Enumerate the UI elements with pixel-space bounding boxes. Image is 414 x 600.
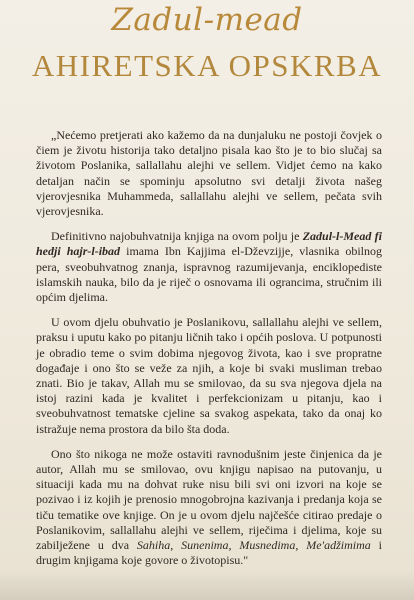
paragraph-2-end: imama Ibn Kajjima el-Dževzijje, vlasnika obilnog pera, sveobuhvatnog znanja, ispravnog razumijevanja, enciklopediste islamskih nauka, bilo da je riječ o osnovama ili ograncima, stručnim ili općim djelima.	[36, 244, 382, 305]
blurb-text	[36, 128, 382, 568]
main-title: AHIRETSKA OPSKRBA	[31, 48, 383, 83]
script-title: Zadul-mead	[111, 2, 303, 38]
paragraph-2	[36, 229, 382, 305]
paragraph-4-end: i drugim knjigama koje govore o životopisu."	[36, 538, 382, 568]
paragraph-2-start: Definitivno najobuhvatnija knjiga na ovom polju je	[51, 229, 303, 244]
bottom-shadow	[0, 570, 414, 600]
paragraph-4	[36, 447, 382, 569]
paragraph-1: „Nećemo pretjerati ako kažemo da na dunjaluku ne postoji čovjek o čiem je životu historija tako detaljno pisala kao što je to bio slučaj sa životom Poslanika, sallallahu alejhi ve sellem. Vidjet ćemo na kako detaljan način se spominju apsolutno svi detalji života našeg vjerovjesnika Muhammeda, sallallahu alejhi ve sellem, pečata svih vjerovjesnika.	[36, 128, 382, 219]
paragraph-4-start: Ono što nikoga ne može ostaviti ravnodušnim jeste činjenica da je autor, Allah mu se smilovao, ovu knjigu napisao na putovanju, u situaciji kada mu na dohvat ruke nisu bili svi oni izvori na koje se pozivao i iz kojih je prenosio mnogobrojna kazivanja i predanja koja se tiču tematike ove knjige. On je u ovom djelu najčešće citirao predaje o Poslanikovim, sallallahu alejhi ve sellem, riječima i djelima, koje su zabilježene u dva	[36, 446, 382, 553]
paragraph-3: U ovom djelu obuhvatio je Poslanikovu, sallallahu alejhi ve sellem, praksu i uputu kako po pitanju ličnih tako i općih poslova. U potpunosti je obradio teme o svim dobima njegovog života, kao i sve propratne događaje i ono što se veže za njih, a koje bi svaki musliman trebao znati. Bio je takav, Allah mu se smilovao, da su sva njegova djela na istoj razini kada je kvalitet i perfekcionizam u pitanju, kao i sveobuhvatnost tematske cjeline sa svakog aspekata, tako da onaj ko istražuje nema prostora da bilo šta doda.	[36, 315, 382, 436]
book-title: Zadul-l-Mead fi hedji hajr-l-ibad	[36, 229, 382, 259]
hadith-collections: Sahiha, Sunenima, Musnedima, Me'adžimima	[136, 538, 371, 553]
